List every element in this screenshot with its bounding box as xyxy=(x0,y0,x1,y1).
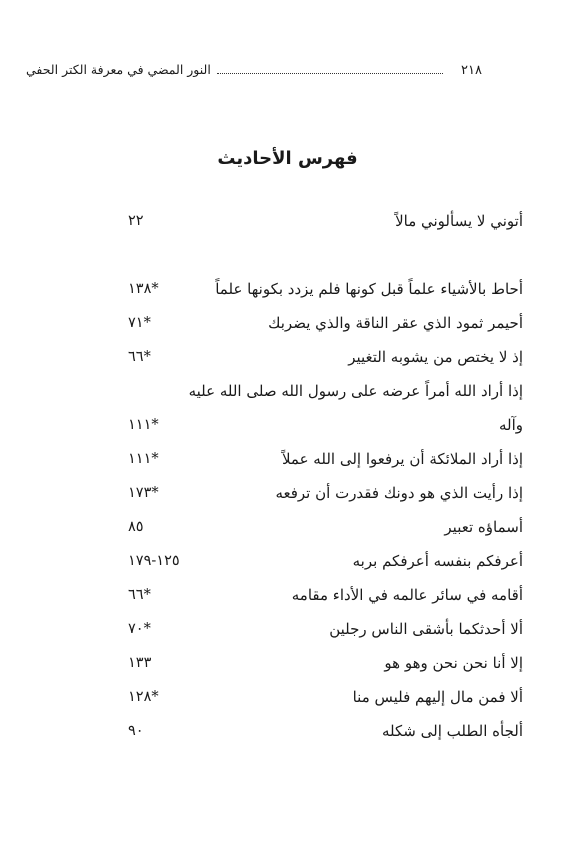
index-entry xyxy=(128,238,523,306)
index-entry xyxy=(128,578,523,612)
page-reference: *٦٦ xyxy=(128,587,151,603)
hadith-text: أتوني لا يسألوني مالاً xyxy=(395,212,523,230)
hadith-text: إلا أنا نحن نحن وهو هو xyxy=(384,654,523,672)
hadith-text: إذ لا يختص من يشوبه التغيير xyxy=(348,348,523,366)
index-entry xyxy=(128,442,523,476)
hadith-index-list xyxy=(128,204,523,748)
page-number: ٢١٨ xyxy=(461,63,482,78)
hadith-text: أحاط بالأشياء علماً قبل كونها فلم يزدد بكونها علماً xyxy=(215,280,523,298)
index-entry xyxy=(128,544,523,578)
hadith-text: إذا أراد الله أمراً عرضه على رسول الله صلى الله عليه وآله xyxy=(188,382,523,434)
hadith-text: ألا أحدثكما بأشقى الناس رجلين xyxy=(329,620,523,638)
hadith-text: ألا فمن مال إليهم فليس منا xyxy=(352,688,523,706)
running-header xyxy=(26,62,482,84)
page-reference: *١٣٨ xyxy=(128,281,159,297)
index-entry xyxy=(128,476,523,510)
page-reference: *١١١ xyxy=(128,451,159,467)
page-reference: ١٢٥-١٧٩ xyxy=(128,553,180,569)
page-reference: *٦٦ xyxy=(128,349,151,365)
hadith-text: أسماؤه تعبير xyxy=(444,518,523,536)
page-reference: *٧١ xyxy=(128,315,151,331)
index-entry xyxy=(128,340,523,374)
index-entry xyxy=(128,510,523,544)
index-entry xyxy=(128,204,523,238)
index-entry xyxy=(128,680,523,714)
index-entry xyxy=(128,612,523,646)
hadith-text: إذا أراد الملائكة أن يرفعوا إلى الله عملاً xyxy=(281,450,523,468)
hadith-text: ألجأه الطلب إلى شكله xyxy=(382,722,523,740)
hadith-text: أحيمر ثمود الذي عقر الناقة والذي يضربك xyxy=(268,314,523,332)
index-entry xyxy=(128,306,523,340)
page-reference: *١١١ xyxy=(128,417,159,433)
page-reference: *٧٠ xyxy=(128,621,151,637)
page-reference: ١٣٣ xyxy=(128,655,152,671)
index-entry xyxy=(128,714,523,748)
page-reference: *١٧٣ xyxy=(128,485,159,501)
page-reference: ٨٥ xyxy=(128,519,144,535)
book-title: النور المضي في معرفة الكتر الحفي xyxy=(26,62,211,77)
page-reference: ٢٢ xyxy=(128,213,144,229)
index-entry xyxy=(128,374,523,442)
hadith-text: إذا رأيت الذي هو دونك فقدرت أن ترفعه xyxy=(275,484,523,502)
page-reference: *١٢٨ xyxy=(128,689,159,705)
hadith-text: أعرفكم بنفسه أعرفكم بربه xyxy=(352,552,523,570)
page-reference: ٩٠ xyxy=(128,723,144,739)
hadith-text: أقامه في سائر عالمه في الأداء مقامه xyxy=(291,586,523,604)
leader-dots xyxy=(217,72,443,74)
index-entry xyxy=(128,646,523,680)
index-title: فهرس الأحاديث xyxy=(217,148,358,169)
